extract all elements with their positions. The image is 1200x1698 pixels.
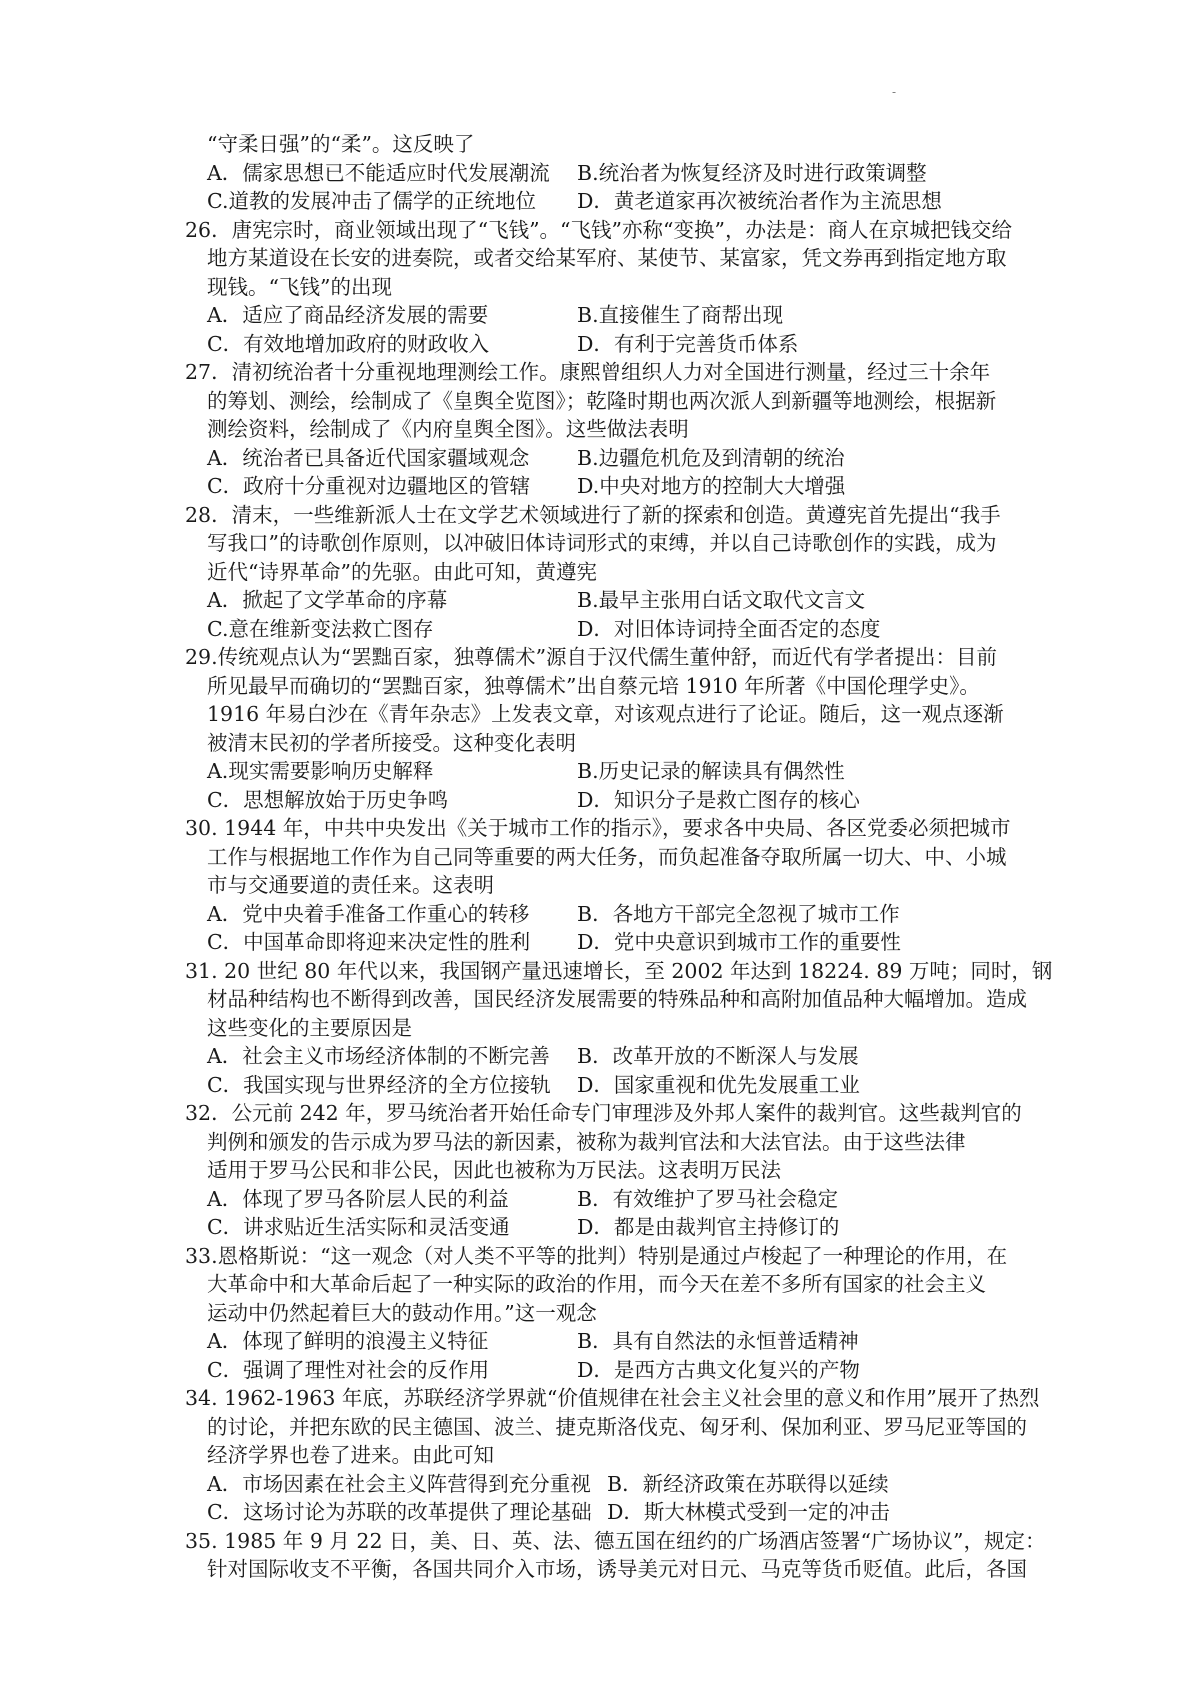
- question-stem-line: 针对国际收支不平衡，各国共同介入市场，诱导美元对日元、马克等货币贬值。此后，各国: [207, 1557, 1027, 1581]
- option-d[interactable]: D．知识分子是救亡图存的核心: [577, 787, 860, 812]
- option-row: [185, 1498, 1035, 1527]
- question-stem-line: 近代“诗界革命”的先驱。由此可知，黄遵宪: [207, 559, 597, 584]
- option-c[interactable]: C．强调了理性对社会的反作用: [207, 1357, 490, 1382]
- option-b[interactable]: B.最早主张用白话文取代文言文: [577, 588, 866, 612]
- option-c[interactable]: C．中国革命即将迎来决定性的胜利: [207, 930, 531, 954]
- option-row: [185, 444, 1035, 473]
- question-35: [185, 1527, 1046, 1584]
- question-stem-line: 的讨论，并把东欧的民主德国、波兰、捷克斯洛伐克、匈牙利、保加利亚、罗马尼亚等国的: [207, 1414, 1027, 1439]
- option-a[interactable]: A．党中央着手准备工作重心的转移: [207, 901, 530, 926]
- question-34: [185, 1384, 1040, 1527]
- option-row: [185, 1071, 1035, 1100]
- option-a[interactable]: A．儒家思想已不能适应时代发展潮流: [207, 160, 550, 185]
- option-c[interactable]: C．思想解放始于历史争鸣: [207, 787, 449, 812]
- option-a[interactable]: A．适应了商品经济发展的需要: [207, 303, 489, 327]
- question-stem-line: 现钱。“飞钱”的出现: [207, 274, 392, 299]
- option-row: [185, 900, 1035, 929]
- question-26: [185, 216, 1035, 359]
- option-d[interactable]: D．党中央意识到城市工作的重要性: [577, 930, 901, 954]
- option-b[interactable]: B.边疆危机危及到清朝的统治: [577, 445, 845, 470]
- option-a[interactable]: A．体现了罗马各阶层人民的利益: [207, 1186, 509, 1211]
- option-row: [185, 301, 1035, 330]
- option-b[interactable]: B．新经济政策在苏联得以延续: [607, 1471, 889, 1496]
- corner-mark: -: [892, 85, 897, 99]
- question-stem-line: 被清末民初的学者所接受。这种变化表明: [207, 730, 576, 755]
- option-c[interactable]: C．讲求贴近生活实际和灵活变通: [207, 1215, 510, 1239]
- option-d[interactable]: D.中央对地方的控制大大增强: [577, 474, 846, 498]
- option-row: [185, 1356, 1035, 1385]
- option-a[interactable]: A.现实需要影响历史解释: [207, 759, 434, 783]
- option-row: [185, 1213, 1035, 1242]
- question-stem-line: 经济学界也卷了进来。由此可知: [207, 1443, 494, 1467]
- option-row: [185, 586, 1035, 615]
- question-stem-line: 适用于罗马公民和非公民，因此也被称为万民法。这表明万民法: [207, 1158, 781, 1182]
- option-row: [185, 786, 1035, 815]
- option-b[interactable]: B.直接催生了商帮出现: [577, 303, 784, 327]
- option-a[interactable]: A．统治者已具备近代国家疆域观念: [207, 445, 530, 470]
- option-row: [185, 187, 1035, 216]
- question-stem-line: 测绘资料，绘制成了《内府皇舆全图》。这些做法表明: [207, 417, 689, 441]
- question-stem-line: 市与交通要道的责任来。这表明: [207, 873, 494, 897]
- question-stem-first-line: 33.恩格斯说：“这一观念（对人类不平等的批判）特别是通过卢梭起了一种理论的作用，在: [185, 1243, 1008, 1268]
- question-25-tail: [185, 130, 1035, 216]
- question-stem-line: 材品种结构也不断得到改善，国民经济发展需要的特殊品种和高附加值品种大幅增加。造成: [207, 987, 1027, 1011]
- question-stem-line: 1916 年易白沙在《青年杂志》上发表文章，对该观点进行了论证。随后，这一观点逐渐: [207, 702, 1004, 726]
- question-stem-line: 这些变化的主要原因是: [207, 1015, 412, 1040]
- option-c[interactable]: C.意在维新变法救亡图存: [207, 616, 434, 641]
- question-stem-line: 大革命中和大革命后起了一种实际的政治的作用，而今天在差不多所有国家的社会主义: [207, 1272, 986, 1296]
- option-c[interactable]: C．有效地增加政府的财政收入: [207, 331, 490, 356]
- question-stem-first-line: 32．公元前 242 年，罗马统治者开始任命专门审理涉及外邦人案件的裁判官。这些裁判官的: [185, 1101, 1022, 1125]
- option-b[interactable]: B．有效维护了罗马社会稳定: [577, 1186, 839, 1211]
- question-32: [185, 1099, 1035, 1242]
- question-31: [185, 957, 1053, 1100]
- question-stem-first-line: 30. 1944 年，中共中央发出《关于城市工作的指示》，要求各中央局、各区党委必须把城市: [185, 816, 1011, 840]
- option-b[interactable]: B．改革开放的不断深人与发展: [577, 1044, 859, 1068]
- question-30: [185, 814, 1035, 957]
- option-d[interactable]: D．有利于完善货币体系: [577, 331, 799, 356]
- question-stem-line: 工作与根据地工作作为自己同等重要的两大任务，而负起准备夺取所属一切大、中、小城: [207, 844, 1007, 869]
- question-stem-line: “守柔日强”的“柔”。这反映了: [207, 132, 475, 156]
- option-d[interactable]: D．斯大林模式受到一定的冲击: [607, 1500, 890, 1524]
- option-d[interactable]: D．对旧体诗词持全面否定的态度: [577, 616, 881, 641]
- question-content: [185, 130, 1053, 1584]
- question-stem-first-line: 35. 1985 年 9 月 22 日，美、日、英、法、德五国在纽约的广场酒店签署“广场协议”，规定：: [185, 1528, 1046, 1553]
- option-d[interactable]: D．国家重视和优先发展重工业: [577, 1072, 860, 1097]
- option-c[interactable]: C．这场讨论为苏联的改革提供了理论基础: [207, 1500, 592, 1524]
- question-stem-first-line: 34. 1962-1963 年底，苏联经济学界就“价值规律在社会主义社会里的意义和作用”展开了热烈: [185, 1386, 1040, 1410]
- option-row: [185, 1042, 1035, 1071]
- question-stem-first-line: 28．清末，一些维新派人士在文学艺术领域进行了新的探索和创造。黄遵宪首先提出“我手: [185, 502, 1001, 527]
- option-d[interactable]: D．是西方古典文化复兴的产物: [577, 1357, 860, 1382]
- option-row: [185, 472, 1035, 501]
- question-stem-first-line: 26．唐宪宗时，商业领域出现了“飞钱”。“飞钱”亦称“变换”，办法是：商人在京城把钱交给: [185, 217, 1012, 242]
- option-row: [185, 1327, 1035, 1356]
- question-stem-line: 写我口”的诗歌创作原则，以冲破旧体诗词形式的束缚，并以自己诗歌创作的实践，成为: [207, 531, 997, 555]
- option-b[interactable]: B．各地方干部完全忽视了城市工作: [577, 901, 900, 926]
- question-stem-line: 所见最早而确切的“罢黜百家，独尊儒术”出自蔡元培 1910 年所著《中国伦理学史》。: [207, 673, 980, 698]
- option-row: [185, 615, 1035, 644]
- question-stem-line: 的筹划、测绘，绘制成了《皇舆全览图》；乾隆时期也两次派人到新疆等地测绘，根据新: [207, 388, 997, 413]
- option-row: [185, 928, 1035, 957]
- question-stem-first-line: 29.传统观点认为“罢黜百家，独尊儒术”源自于汉代儒生董仲舒，而近代有学者提出：目前: [185, 645, 998, 669]
- option-a[interactable]: A．掀起了文学革命的序幕: [207, 588, 448, 612]
- question-stem-line: 判例和颁发的告示成为罗马法的新因素，被称为裁判官法和大法官法。由于这些法律: [207, 1129, 966, 1154]
- question-33: [185, 1242, 1035, 1385]
- option-a[interactable]: A．社会主义市场经济体制的不断完善: [207, 1044, 550, 1068]
- option-row: [185, 757, 1035, 786]
- question-stem-first-line: 31. 20 世纪 80 年代以来，我国钢产量迅速增长，至 2002 年达到 18224. 89 万吨；同时，钢: [185, 958, 1053, 983]
- option-b[interactable]: B．具有自然法的永恒普适精神: [577, 1329, 859, 1353]
- option-b[interactable]: B.统治者为恢复经济及时进行政策调整: [577, 160, 927, 185]
- question-stem-line: 地方某道设在长安的进奏院，或者交给某军府、某使节、某富家，凭文券再到指定地方取: [207, 246, 1007, 270]
- option-c[interactable]: C．我国实现与世界经济的全方位接轨: [207, 1072, 551, 1097]
- question-stem-line: 运动中仍然起着巨大的鼓动作用。”这一观念: [207, 1300, 597, 1325]
- option-d[interactable]: D．黄老道家再次被统治者作为主流思想: [577, 189, 942, 213]
- option-row: [185, 330, 1035, 359]
- option-a[interactable]: A．市场因素在社会主义阵营得到充分重视: [207, 1471, 591, 1496]
- question-28: [185, 501, 1035, 644]
- option-c[interactable]: C．政府十分重视对边疆地区的管辖: [207, 474, 531, 498]
- option-c[interactable]: C.道教的发展冲击了儒学的正统地位: [207, 189, 536, 213]
- option-b[interactable]: B.历史记录的解读具有偶然性: [577, 759, 845, 783]
- option-row: [185, 1470, 1035, 1499]
- question-list: [185, 216, 1053, 1584]
- option-row: [185, 159, 1035, 188]
- option-row: [185, 1185, 1035, 1214]
- question-29: [185, 643, 1035, 814]
- option-d[interactable]: D．都是由裁判官主持修订的: [577, 1215, 840, 1239]
- option-a[interactable]: A．体现了鲜明的浪漫主义特征: [207, 1329, 489, 1353]
- question-27: [185, 358, 1035, 501]
- question-stem-first-line: 27．清初统治者十分重视地理测绘工作。康熙曾组织人力对全国进行测量，经过三十余年: [185, 360, 991, 384]
